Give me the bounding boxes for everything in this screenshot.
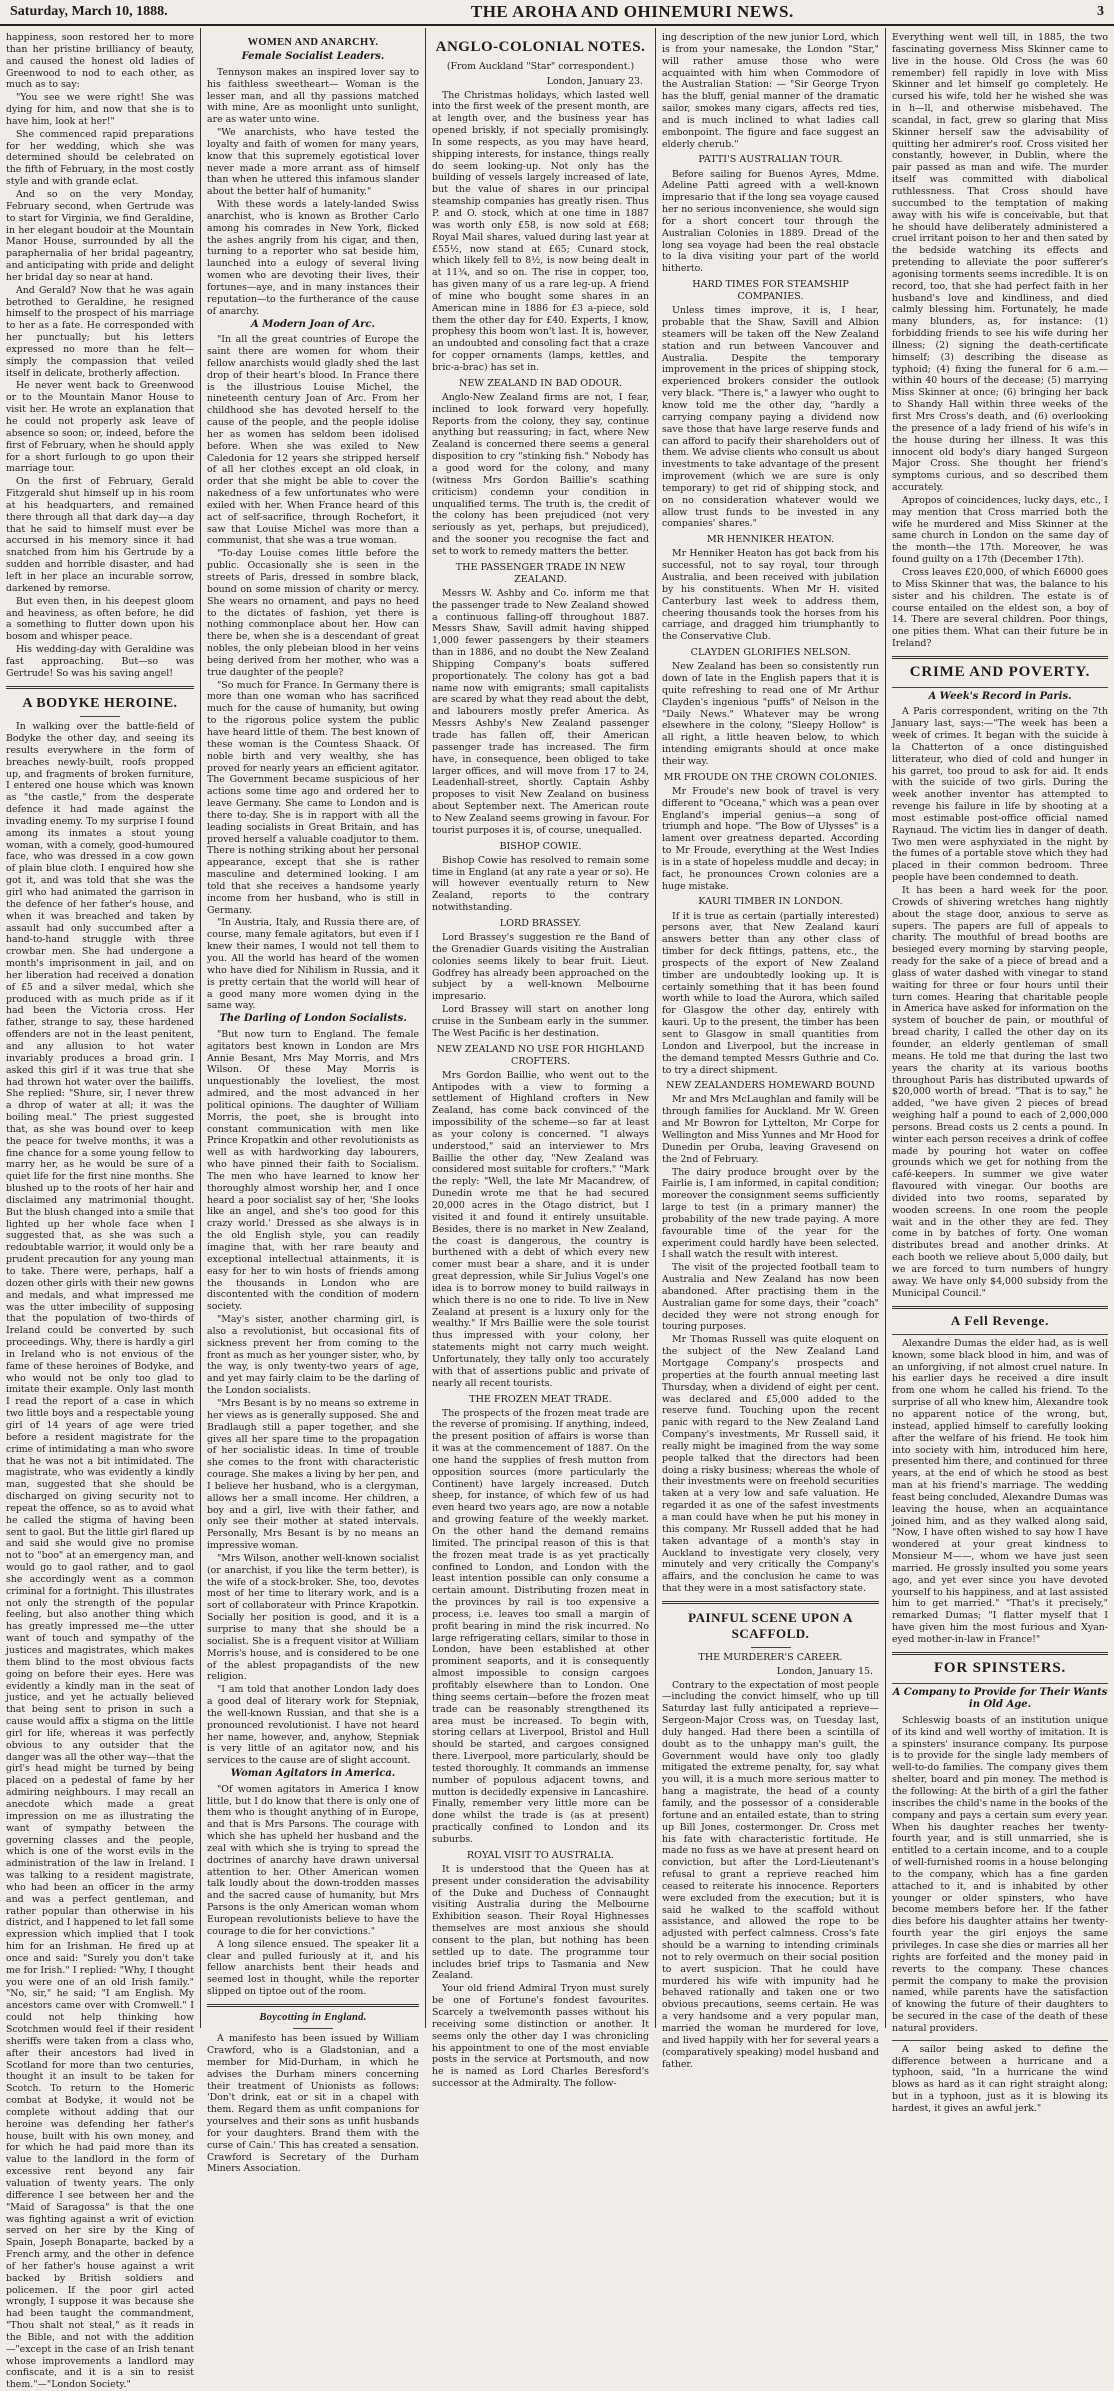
article-paragraph: Alexandre Dumas the elder had, as is well known, some black blood in him, and was of an unforgiving, if not almost cruel nature. In his earlier days he received a dire insult from one whom he called his friend. To the surprise of all who knew him, Alexandre took no apparent notice of the wrong, but, instead, applied himself to carefully looking after the welfare of his friend. He took him into society with him, introduced him here, presented him there, and continued for three years, at the end of which he stood as best man at his friend's marriage. The wedding feast being concluded, Alexandre Dumas was leaving the house, when an acquaintance joined him, and as they walked along said, "Now, I have often wished to say how I have wondered at your great kindness to Monsieur M——, whom we have just seen married. He grossly insulted you some years ago, and yet ever since you have devoted yourself to his happiness, and at last assisted him to get married." "That's it precisely," remarked Dumas; "I flatter myself that I have given him the most furious and Xyan-eyed mother-in-law in France!"	[892, 1337, 1108, 1646]
article-paragraph: With these words a lately-landed Swiss anarchist, who is known as Brother Carlo among his comrades in New York, flicked the ashes angrily from his cigar, and then, turning to a reporter who sat beside him, launched into a eulogy of several living women who are devoting their lives, their fortunes—aye, and in many instances their reputation—to the furtherance of the cause of anarchy.	[207, 199, 419, 317]
article-paragraph: Mrs Gordon Baillie, who went out to the Antipodes with a view to forming a settlement of Highland crofters in New Zealand, has come back convinced of the impossibility of the scheme—so far at least as your colony is concerned. "I always understood," said an interviewer to Mrs Baillie the other day, "New Zealand was considered most suitable for crofters." "Mark the reply: "Well, the late Mr Macandrew, of Dunedin wrote me that he had secured 20,000 acres in the Otago district, but I visited it and found it entirely unsuitable. Besides, there is no market in New Zealand, the coast is dangerous, the country is burthened with a debt of which every new comer must bear a share, and it is under great depression, while Sir Julius Vogel's one idea is to borrow money to build railways in which there is no one to ride. To live in New Zealand at present is a luxury only for the wealthy." If Mrs Baillie were the sole tourist thus impressed with your colony, her statements might not carry much weight. Unfortunately, they tally only too accurately with that of assertions public and private of nearly all recent tourists.	[432, 1069, 649, 1389]
article-title-bodyke: A BODYKE HEROINE.	[22, 695, 178, 711]
story-paragraph: But even then, in his deepest gloom and heaviness, as often before, he did a something to flutter down upon his bosom and whisper peace.	[6, 595, 194, 643]
section-heading: NEW ZEALAND NO USE FOR HIGHLAND CROFTERS.	[436, 1043, 645, 1067]
article-source: (From Auckland "Star" correspondent.)	[446, 60, 635, 72]
story-paragraph: She commenced rapid preparations for her wedding, which she was determined should be celebrated on the fifth of February, in the most costly style and with grande eclat.	[6, 128, 194, 188]
article-paragraph: Apropos of coincidences, lucky days, etc., I may mention that Cross married both the wife he murdered and Miss Skinner at the same church in London on the same day of the month—the 17th. Moreover, he was found guilty on a 17th (December 17th).	[892, 494, 1108, 566]
article-paragraph: ing description of the new junior Lord, which is from your namesake, the London "Star," will rather amuse those who were acquainted with him when Commodore of the Australian Station: — "Sir George Tryon has the bluff, genial manner of the dramatic sailor, smokes many cigars, affects red ties, and is much inclined to what ladies call embonpoint. The figure and face suggest an elderly cherub."	[662, 32, 879, 150]
section-divider	[6, 686, 194, 689]
story-paragraph: He never went back to Greenwood or to the Mountain Manor House to visit her. He wrote an explanation that he could not properly ask leave of absence so soon; or, indeed, before the first of February, when he should apply for a short furlough to go upon their marriage tour.	[6, 380, 194, 475]
column-3	[425, 28, 655, 2090]
section-heading: THE PASSENGER TRADE IN NEW ZEALAND.	[455, 561, 626, 585]
section-divider	[892, 1306, 1108, 1309]
article-title-scaffold: PAINFUL SCENE UPON A SCAFFOLD.	[688, 1609, 853, 1642]
section-heading: NEW ZEALANDERS HOMEWARD BOUND	[666, 1080, 875, 1092]
column-2	[200, 28, 425, 2175]
title-rule	[892, 1334, 1108, 1335]
newspaper-title: THE AROHA AND OHINEMURI NEWS.	[470, 2, 794, 21]
article-quote: Tennyson makes an inspired lover say to his faithless sweetheart— Woman is the lesser man, and all thy passions matched with mine, Are as moonlight unto sunlight, are as water unto wine.	[207, 66, 419, 126]
article-subtitle: THE MURDERER'S CAREER.	[698, 1651, 843, 1663]
article-paragraph: "To-day Louise comes little before the public. Occasionally she is seen in the streets of Paris, dressed in sombre black, bound on some mission of charity or mercy. She wears no ornament, and pays no heed to the dictates of fashion, yet there is nothing commonplace about her. How can there be, when she is a descendant of great nobles, the only plebeian blood in her veins being derived from her mother, who was a true daughter of the people?	[207, 548, 419, 678]
article-paragraph: "I am told that another London lady does a good deal of literary work for Stepniak, the well-known Russian, and that she is a pronounced revolutionist. I have not heard her name, however, and, anyhow, Stepniak is very little of an agitator now, and his services to the cause are of slight account.	[207, 1684, 419, 1767]
story-paragraph: On the first of February, Gerald Fitzgerald shut himself up in his room at his headquarters, and remained there through all that dark day—a day that he said to himself must ever be accursed in his memory since it had snatched from him his Gertrude by a sudden and horrible disaster, and had left in her place an incurable sorrow, darkened by remorse.	[6, 476, 194, 594]
title-rule	[80, 716, 120, 717]
section-heading: THE FROZEN MEAT TRADE.	[469, 1393, 612, 1405]
article-paragraph: A long silence ensued. The speaker lit a clear and pulled furiously at it, and his fellow anarchists bent their heads and seemed lost in thought, while the reporter slipped on tiptoe out of the room.	[207, 1938, 419, 1998]
story-paragraph: happiness, soon restored her to more than her pristine brilliancy of beauty, and caused the honest old ladies of Greenwood to nod to each other, as much as to say:	[6, 32, 194, 91]
article-paragraph: Lord Brassey will start on another long cruise in the Sunbeam early in the summer. The West Pacific is her destination.	[432, 1004, 649, 1039]
section-heading: KAURI TIMBER IN LONDON.	[698, 896, 843, 908]
article-paragraph: It is understood that the Queen has at present under consideration the advisability of the Duke and Duchess of Connaught visiting Australia during the Melbourne Exhibition season. Their Royal Highnesses themselves are most anxious she should consent to the plan, but nothing has been settled up to date. The programme tour includes brief trips to Tasmania and New Zealand.	[432, 1863, 649, 1982]
article-paragraph: "Mrs Besant is by no means so extreme in her views as is generally supposed. She and Bradlaugh still a paper together, and she gives all her spare time to the propagation of her socialistic ideas. In time of trouble she comes to the front with characteristic courage. She makes a living by her pen, and I believe her husband, who is a clergyman, allows her a small income. Her children, a boy and a girl, live with their father, and only see their mother at stated intervals. Personally, Mrs Besant is by no means an impressive woman.	[207, 1397, 419, 1552]
article-paragraph: Before sailing for Buenos Ayres, Mdme. Adeline Patti agreed with a well-known impresario that if the long sea voyage caused her no serious inconvenience, she would sign for a short concert tour through the Australian Colonies in 1889. Dread of the long sea voyage had been the real obstacle to la diva visiting your part of the world hitherto.	[662, 168, 879, 275]
title-rule	[751, 1647, 791, 1648]
article-subtitle: A Week's Record in Paris.	[928, 690, 1072, 702]
article-paragraph: Mr and Mrs McLaughlan and family will be through families for Auckland. Mr W. Green and Mr Bowron for Lyttelton, Mr Corpe for Wellington and Miss Yunnes and Mr Hood for Dunedin per Oruba, leaving Gravesend on the 2nd of February.	[662, 1094, 879, 1165]
article-paragraph: The dairy produce brought over by the Fairlie is, I am informed, in capital condition; moreover the consignment seems sufficiently large to test (in a primary manner) the probability of the new trade paying. A more favourable time of the year for the experiment could hardly have been selected. I shall watch the result with interest.	[662, 1166, 879, 1261]
section-heading: LORD BRASSEY.	[499, 917, 582, 929]
subheading: Woman Agitators in America.	[230, 1768, 396, 1780]
article-paragraph: If it is true as certain (partially interested) persons aver, that New Zealand kauri answers better than any other class of timber for deck fittings, pattens, etc., the prospects of the export of New Zealand timber are undoubtedly looking up. It is certainly something that it has been found worth while to load the Aurora, which sailed for Glasgow the other day, entirely with kauri. Up to the present, the timber has been sent to Glasgow in small quantities from London and Liverpool, but the increase in the demand tempted Messrs Guthrie and Co. to try a direct shipment.	[662, 910, 879, 1076]
article-paragraph: A manifesto has been issued by William Crawford, who is a Gladstonian, and a member for Mid-Durham, in which he advises the Durham miners concerning their treatment of Unionists as follows: 'Don't drink, eat or sit in a chapel with them. Regard them as unfit companions for yourselves and their sons as unfit husbands for your daughters. Brand them with the curse of Cain.' This has created a sensation. Crawford is Secretary of the Durham Miners Association.	[207, 2033, 419, 2175]
article-paragraph: Messrs W. Ashby and Co. inform me that the passenger trade to New Zealand showed a continuous falling-off throughout 1887. Messrs Shaw, Savill admit having shipped 1,000 fewer passengers by their steamers than in 1886, and no doubt the New Zealand Shipping Company's boats suffered proportionately. The colony has got a bad name now with emigrants; small capitalists are scared by what they read about the debt, and labourers mostly prefer America. As Messrs Ashby's New Zealand passenger trade has fallen off, their American passenger trade has increased. The firm have, in consequence, been obliged to take larger offices, and will move from 17 to 24, Leadenhall-street, shortly. Captain Ashby proposes to visit New Zealand on business about September next. The American route to New Zealand seems growing in favour. For tourist purposes it is, of course, unequalled.	[432, 587, 649, 836]
article-paragraph: "In all the great countries of Europe the saint there are women for whom their fellow anarchists would gladly shed the last drop of their heart's blood. In France there is the illustrious Louise Michel, the nineteenth century Joan of Arc. From her childhood she has devoted herself to the cause of the people, and the people idolise her as women has seldom been idolised before. When she was exiled to New Caledonia for 12 years she stripped herself of all her clothes except an old cloak, in order that she might be able to cover the nakedness of a few unfortunates who were exiled with her. When France heard of this act of self-sacrifice, through Rochefort, it saw that Louise Michel was more than a communist, that she was a true woman.	[207, 334, 419, 547]
issue-date: Saturday, March 10, 1888.	[10, 4, 168, 19]
article-paragraph: "We anarchists, who have tested the loyalty and faith of women for many years, know that this supremely egotistical lover never made a more arrant ass of himself than when he uttered this infamous slander about the better half of humanity."	[207, 127, 419, 198]
article-title-women-anarchy: WOMEN AND ANARCHY.	[247, 37, 379, 48]
article-title-anglo-colonial: ANGLO-COLONIAL NOTES.	[435, 39, 646, 55]
article-paragraph: New Zealand has been so consistently run down of late in the English papers that it is quite refreshing to read one of Mr Arthur Clayden's ingenious "puffs" of Nelson in the "Daily News." Whatever may be wrong elsewhere in the colony, "Sleepy Hollow" is all right, a little heaven below, to which intending emigrants should at once make their way.	[662, 661, 879, 767]
article-subtitle: A Company to Provide for Their Wants in Old Age.	[892, 1686, 1108, 1711]
article-paragraph: Mr Thomas Russell was quite eloquent on the subject of the New Zealand Land Mortgage Company's prospects and properties at the fourth annual meeting last Thursday, when a dividend of eight per cent. was declared and £5,000 added to the reserve fund. Touching upon the recent panic with regard to the New Zealand Land Company's investments, Mr Russell said, it really might be imagined from the way some people talked that the directors had been doing a risky business; whereas the whole of their investments were on freehold securities taken at a very low and safe valuation. He regarded it as one of the safest investments a man could have when he put his money in this company. Mr Russell added that he had taken advantage of a month's stay in Auckland to investigate very closely, very minutely and very critically the Company's affairs, and the conclusion he came to was that they were in a most satisfactory state.	[662, 1334, 879, 1595]
article-paragraph: "Mrs Wilson, another well-known socialist (or anarchist, if you like the term better), is the wife of a stock-broker. She, too, devotes most of her time to literary work, and is a sort of collaborateur with Prince Krapotkin. Socially her position is good, and it is a surprise to many that she should be a socialist. She is a frequent visitor at William Morris's house, and is considered to be one of the ablest propagandists of the new religion.	[207, 1552, 419, 1683]
section-divider	[892, 656, 1108, 659]
article-paragraph: Mr Henniker Heaton has got back from his successful, not to say royal, tour through Australia, and been received with jubilation by his constituents. When Mr H. visited Canterbury last week to address them, cheering thousands took the horses from his carriage, and dragged him triumphantly to the Conservative Club.	[662, 548, 879, 643]
title-rule	[892, 687, 1108, 688]
section-heading: MR FROUDE ON THE CROWN COLONIES.	[663, 771, 878, 783]
article-paragraph: Mr Froude's new book of travel is very different to "Oceana," which was a pean over England's imperial genius—a song of triumph and hope. "The Bow of Ulysses" is a lament over greatness departed. According to Mr Froude, everything at the West Indies is in a state of hopeless muddle and decay; in fact, he pronounces Crown colonies are a huge mistake.	[662, 785, 879, 892]
section-divider	[892, 2040, 1108, 2041]
article-paragraph: "May's sister, another charming girl, is also a revolutionist, but occasional fits of sickness prevent her from coming to the front as much as her younger sister, who, by the way, is only twenty-two years of age, and yet may fairly claim to be the darling of the London socialists.	[207, 1314, 419, 1397]
story-paragraph: And Gerald? Now that he was again betrothed to Geraldine, he resigned himself to the prospect of his marriage to her as a fate. He corresponded with her punctually; but his letters expressed no more than he felt—simply the compassion that veiled itself in delicate, brotherly affection.	[6, 284, 194, 379]
section-heading: HARD TIMES FOR STEAMSHIP COMPANIES.	[692, 279, 849, 303]
section-heading: CLAYDEN GLORIFIES NELSON.	[690, 647, 851, 659]
section-heading: ROYAL VISIT TO AUSTRALIA.	[466, 1849, 615, 1861]
title-rule	[293, 2028, 333, 2029]
page-number: 3	[1097, 4, 1104, 19]
column-1	[0, 28, 200, 2391]
section-divider	[207, 2004, 419, 2007]
article-paragraph: "In Austria, Italy, and Russia there are, of course, many female agitators, but even if I knew their names, I would not tell them to you. All the world has heard of the women who have died for Nihilism in Russia, and it is pretty certain that the world will hear of a good many more women dying in the same way.	[207, 917, 419, 1012]
article-paragraph: A Paris correspondent, writing on the 7th January last, says:—"The week has been a week of crimes. It began with the suicide à la Chatterton of a once distinguished litterateur, who died of cold and hunger in his garret, too proud to ask for aid. It ends with the suicide of two girls. During the week another inventor has attempted to revenge his failure in life by shooting at a most estimable post-office official named Raynaud. The victim lies in danger of death. Two men were asphyxiated in the night by the fumes of a portable stove which they had placed in their common bedroom. Three people have been condemned to death.	[892, 706, 1108, 884]
article-title-crime-poverty: CRIME AND POVERTY.	[909, 663, 1091, 680]
section-divider	[662, 1601, 879, 1604]
section-heading: PATTI'S AUSTRALIAN TOUR.	[698, 154, 843, 166]
article-title-boycotting: Boycotting in England.	[259, 2011, 367, 2023]
article-paragraph: Anglo-New Zealand firms are not, I fear, inclined to look forward very hopefully. Reports from the colony, they say, continue anything but reassuring; in fact, where New Zealand is concerned there seems a general disposition to cry "stinking fish." Nobody has a good word for the colony, and many (witness Mrs Gordon Baillie's scathing criticism) condemn your condition in unqualified terms. The truth is, the credit of the colony has been prejudiced (not very seriously as yet, perhaps, but prejudiced), and the sooner you recognise the fact and set to work to remedy matters the better.	[432, 391, 649, 557]
article-paragraph: Unless times improve, it is, I hear, probable that the Shaw, Savill and Albion steamers will be taken off the New Zealand station and run between Vancouver and Australia. Despite the temporary improvement in the prices of shipping stock, experienced brokers consider the outlook very black. "There is," a lawyer who ought to know told me the other day, "hardly a carrying company paying a dividend now save those that have large reserve funds and can afford to pacify their shareholders out of them. We advise clients who consult us about investments to take advantage of the present improvement (which we are sure is only temporary) to get rid of shipping stock, and on no consideration whatever would we allow trust funds to be invested in any companies' shares."	[662, 305, 879, 530]
column-4	[655, 28, 885, 2070]
article-paragraph: Lord Brassey's suggestion re the Band of the Grenadier Guards visiting the Australian colonies seems likely to bear fruit. Lieut. Godfrey has already been approached on the subject by a well-known Melbourne impresario.	[432, 931, 649, 1003]
dateline: London, January 23.	[546, 75, 643, 87]
section-heading: MR HENNIKER HEATON.	[706, 534, 835, 546]
article-paragraph: "But now turn to England. The female agitators best known in London are Mrs Annie Besant, Mrs May Morris, and Mrs Wilson. Of these May Morris is unquestionably the loveliest, the most admired, and the most advanced in her political opinions. The daughter of William Morris, the poet, she is brought into constant communication with men like Prince Kropatkin and other revolutionists as well as with hardworking day labourers, who have pinned their faith to Socialism. The men who have learned to know her thoroughly almost worship her, and I once heard a poor socialist say of her, 'She looks like an angel, and she's too good for this crazy world.' Dressed as she always is in the old English style, you can readily imagine that, with her rare beauty and exceptional intellectual attainments, it is easy for her to win hosts of friends among the thousands in London who are discontented with the condition of modern society.	[207, 1028, 419, 1313]
story-paragraph: And so on the very Monday, February second, when Gertrude was to start for Virginia, we find Geraldine, in her elegant boudoir at the Mountain Manor House, surrounded by all the paraphernalia of her bridal pageantry, and anticipating with pride and delight her bridal day so near at hand.	[6, 188, 194, 283]
article-paragraph: It has been a hard week for the poor. Crowds of shivering wretches hang nightly about the stage door, anxious to serve as supers. The papers are full of appeals to charity. The mouthful of bread booths are besieged every morning by starving people, ready for the sake of a piece of bread and a glass of water dashed with vinegar to stand waiting for three or four hours until their turn comes. Hearing that charitable people in America have asked for information on the system of boucher de pain, or mouthful of bread charity, I called the other day on its founder, an elderly gentleman of small means. He told me that during the last two years the charity at its various booths throughout Paris has distributed upwards of $20,000 worth of bread. "That is to say," he added, "we have given 2 pieces of bread weighing half a pound to each of 2,000,000 persons. Bread costs us 2 cents a pound. In winter each person receives a drink of coffee made by pouring hot water on coffee grounds which we get for nothing from the café-keepers. In summer we give water flavoured with vinegar. Our booths are divided into two rooms, separated by wooden screens. In one room the people wait and in the other they are fed. They come in by batches of forty. One woman distributes bread and another drinks. At each booth we relieve about 5,000 daily, but we are forced to turn numbers of hungry away. We have only $4,000 subsidy from the Municipal Council."	[892, 885, 1108, 1299]
article-paragraph: Bishop Cowie has resolved to remain some time in England (at any rate a year or so). He will however eventually return to New Zealand, reports to the contrary notwithstanding.	[432, 854, 649, 914]
article-paragraph: Everything went well till, in 1885, the two fascinating governess Miss Skinner came to live in the house. Old Cross (he was 60 remember) fell rapidly in love with Miss Skinner and let himself go completely. He cursed his wife, told her he wished she was in h—ll, and otherwise misbehaved. The scandal, in fact, grew so glaring that Miss Skinner herself saw the advisability of quitting her admirer's roof. Cross visited her constantly, however, in Dublin, where the pair passed as man and wife. The murder itself was committed with diabolical ruthlessness. That Cross should have succumbed to the temptation of making away with his wife is conceivable, but that he should have deliberately administered a cruel irritant poison to her and then sated by the bedside watching its effects and pretending to alleviate the poor sufferer's agonising torments seems incredible. It is on record, too, that she had perfect faith in her husband's love and kindliness, and died calmly blessing him. Fortunately, he made many blunders, as, for instance: (1) forbidding friends to see his wife during her illness; (2) signing the death-certificate himself; (3) describing the disease as typhoid; (4) fixing the funeral for 6 a.m.—within 40 hours of the decease; (5) marrying Miss Skinner at once; (6) bringing her back to Shandy Hall within three weeks of the first Mrs Cross's death, and (6) overlooking the presence of a lady friend of his wife's in the house during her illness. It was this innocent old body's diary hanged Surgeon Major Cross. She thought her friend's symptoms curious, and so described them accurately.	[892, 32, 1108, 494]
article-paragraph: Cross leaves £20,000, of which £6000 goes to Miss Skinner that was, the balance to his sister and his children. The estate is of course entailed on the eldest son, a boy of 14. There are several children. Poor things, one pities them. What can their future be in Ireland?	[892, 566, 1108, 650]
section-heading: NEW ZEALAND IN BAD ODOUR.	[458, 377, 623, 389]
article-paragraph: The prospects of the frozen meat trade are the reverse of promising. If anything, indeed, the present position of affairs is worse than it was at the commencement of 1887. On the one hand the supplies of fresh mutton from opposition sources (more particularly the Continent) have largely increased. Dutch sheep, for instance, of which few of us had even heard two years ago, are now a notable and growing feature of the weekly market. On the other hand the demand remains limited. The principal reason of this is that the frozen meat trade is as yet practically confined to London, and London with the least intention possible can only consume a certain amount. Distributing frozen meat in the provinces by rail is too expensive a process, i.e. leaves too small a margin of profit bearing in mind the risk incurred. No large refrigerating cellars, similar to those in London, have been established at other prominent seaports, and it is consequently almost impossible to consign cargoes profitably elsewhere than to London. One thing seems certain—before the frozen meat trade can be reasonably strengthened its area must be increased. To begin with, storing cellars at Liverpool, Bristol and Hull should be started, and cargoes consigned there. Liverpool, more particularly, should be tested thoroughly. It commands an immense number of populous adjacent towns, and mutton is decidedly expensive in Lancashire. Finally, remember very little more can be done whilst the trade is (as at present) practically confined to London and its suburbs.	[432, 1407, 649, 1845]
article-paragraph: A sailor being asked to define the difference between a hurricane and a typhoon, said, "In a hurricane the wind blows as hard as it can right straight along; but in a typhoon, just as it is blowing its hardest, it gives an awful jerk."	[892, 2043, 1108, 2114]
article-title-fell-revenge: A Fell Revenge.	[950, 1312, 1050, 1328]
subheading: The Darling of London Socialists.	[219, 1013, 407, 1025]
article-paragraph: Contrary to the expectation of most people—including the convict himself, who up till Saturday last fully anticipated a reprieve—Sergeon-Major Cross was, on Tuesday last, duly hanged. Had there been a scintilla of doubt as to the unhappy man's guilt, the Government would have only too gladly mitigated the extreme penalty, for, say what you will, it is a much more serious matter to hang a magistrate, the head of a county family, and the possessor of a considerable fortune and an entailed estate, than to string up Bill Jones, costermonger. Dr. Cross met his fate with characteristic fortitude. He made no fuss as we have at present heard on conviction, but after the Lord-Lieutenant's refusal to grant a reprieve reached him ceased to reiterate his innocence. Reporters were excluded from the execution; but it is said he walked to the scaffold without assistance, and allowed the rope to be adjusted with perfect calmness. Cross's fate should be a warning to intending criminals not to rely overmuch on their social position to avert suspicion. That he could have murdered his wife with impunity had he behaved rationally and taken one or two obvious precautions, seems certain. He was a very handsome and a very popular man, married the woman he murdered for love, and lived happily with her for several years a (comparatively speaking) model husband and father.	[662, 1679, 879, 2070]
story-paragraph: His wedding-day with Geraldine was fast approaching. But—so was Gertrude! So was his saving angel!	[6, 644, 194, 679]
section-divider	[892, 1652, 1108, 1655]
story-paragraph: "You see we were right! She was dying for him, and now that she is to have him, look at her!"	[6, 92, 194, 127]
article-paragraph: Schleswig boasts of an institution unique of its kind and well worthy of imitation. It is a spinsters' insurance company. Its purpose is to provide for the single lady members of well-to-do families. The company gives them shelter, board and pin money. The method is the following: At the birth of a girl the father inscribes the child's name in the books of the company and pays a certain sum every year. When his daughter reaches her twenty-fourth year, and is still unmarried, she is entitled to a certain income, and to a couple of well-furnished rooms in a house belonging to the company, which has a fine garden attached to it, and is inhabited by other younger or older spinsters, who have become members before her. If the father dies before his daughter attains her twenty-fourth year the girl enjoys the same privileges. In case she dies or marries all her rights are forfeited and the money paid in reverts to the company. These chances permit the company to make the provision named, while parents have the satisfaction of knowing the future of their daughters to be secured in the case of the death of these natural providers.	[892, 1714, 1108, 2034]
article-paragraph: Your old friend Admiral Tryon must surely be one of Fortune's fondest favourites. Scarcely a twelvemonth passes without his receiving some distinction or another. It seems only the other day I was chronicling his appointment to one of the most enviable posts in the service at Portsmouth, and now he is named as Lord Charles Beresford's successor at the Admiralty. The follow-	[432, 1983, 649, 2090]
column-5	[885, 28, 1114, 2114]
article-body: In walking over the battle-field of Bodyke the other day, and seeing its results everywhere in the form of breaches newly-built, roofs propped up, and fragments of broken furniture, I entered one house which was known as "the castle," from the desperate defence it had made against the invading enemy. To my surprise I found among its inmates a stout young woman, with a comely, good-humoured face, who was dressed in a cow gown of plain blue cloth. I enquired how she got it, and was told that she was the girl who had animated the garrison in the defence of her father's house, and when it was breached and taken by assault had only succumbed after a hand-to-hand struggle with three crowbar men. She had undergone a month's imprisonment in jail, and on her liberation had received a donation of £5 and a silver medal, which she produced with as much pride as if it had been the Victoria cross. Her father, strange to say, these hardened offenders are not in the least penitent, and any allusion to hot water invariably produces a broad grin. I asked this girl if it was true that she had thrown hot water over the bailiffs. She replied: "Shure, sir, I never threw a dhrop of water at all; it was the boiling meal." The priest suggested that, as she was bound over to keep the peace for twelve months, it was a fine chance for a some young fellow to marry her, as he would be sure of a quiet life for the first nine months. She blushed up to the roots of her hair and disclaimed any matrimonial thought. But the blush changed into a smile that lighted up her whole face when I suggested that, as she was such a redoubtable warrior, it would only be a prudent precaution for any young man to take. There were, perhaps, half a dozen other girls with their new gowns and medals, and what impressed me was the utter imbecility of supposing that the population of two-thirds of Ireland could be converted by such proceedings. Why, there is hardly a girl in Ireland who is not envious of the fame of these heroines of Bodyke, and who would not be only too glad to imitate their example. Only last month I read the report of a case in which two little boys and a respectable young girl of 14 years of age were tried before a resident magistrate for the crime of intimidating a man who swore that he was not a bit intimidated. The magistrate, who was evidently a kindly man, suggested that she should be discharged on giving security not to repeat the offence, so as to avoid what he called the stigma of having been sent to gaol. But the little girl flared up and said she would give no promise not to "boo" at an emergency man, and would go to gaol rather, and to gaol she accordingly went as a common criminal for a fortnight. This illustrates not only the strength of the popular feeling, but also another thing which has greatly impressed me—the utter want of touch and sympathy of the justices and magistrates, which makes them blind to the most obvious facts going on before their eyes. Here was evidently a kindly man in the seat of justice, and yet he actually believed that being sent to prison in such a cause would affix a stigma on the little girl for life, whereas it was perfectly obvious to any outsider that the danger was all the other way—that the girl's head might be turned by being placed on a pedestal of fame by her admiring neighbours. I may recall an anecdote which made a great impression on me as illustrating the want of sympathy between the governing classes and the people, which is one of the worst evils in the administration of the law in Ireland. I was talking to a resident magistrate, who had been an officer in the army and was a perfect gentleman, and rather popular than otherwise in his district, and I happened to let fall some expression which implied that I took him for an Irishman. He fired up at once and said: "Surely you don't take me for Irish." I replied: "Why, I thought you were one of an old Irish family." "No, sir," he said; "I am English. My ancestors came over with Cromwell." I could not help thinking how Scotchmen would feel if their resident sheriffs were taken from a class who, after their ancestors had lived in Scotland for more than two centuries, thought it an insult to be taken for Scotch. To return to the Homeric combat at Bodyke, it would not be complete without adding that our heroine was defending her father's house, built with his own money, and for which he had paid more than its value to the landlord in the form of excessive rent beyond any fair valuation of twenty years. The only difference I see between her and the "Maid of Saragossa" is that the one was fighting against a writ of eviction served on her sire by the King of Spain, Joseph Bonaparte, backed by a French army, and the other in defence of her father's house against a writ backed by British soldiers and policemen. If the poor girl acted wrongly, I suppose it was because she had been taught the commandment, "Thou shalt not steal," as it reads in the Bible, and not with the addition—"except in the case of an Irish tenant whose improvements a landlord may confiscate, and it is a sin to resist them."—"London Society."	[6, 721, 194, 2391]
section-heading: BISHOP COWIE.	[499, 840, 582, 852]
title-rule	[892, 1683, 1108, 1684]
article-title-spinsters: FOR SPINSTERS.	[933, 1659, 1067, 1676]
article-paragraph: The Christmas holidays, which lasted well into the first week of the present month, are at length over, and the business year has opened briskly, if not specially promisingly. In some respects, as you may have heard, shipping interests, for instance, things really do seem looking-up. Not only has the building of vessels largely increased of late, but the value of shares in our principal steamship companies has greatly risen. Thus P. and O. stock, which at one time in 1887 was worth only £58, is now sold at £68; Royal Mail shares, valued during last year at £55½, now stand at £65; Cunard stock, which likely fell to 8½, is now being dealt in at 11¾, and so on. The rise in copper, too, has given many of us a rare leg-up. A friend of mine who bought some shares in an American mine in 1886 for £3 a-piece, sold them the other day for £40. Experts, I know, prophesy this boom won't last. It is, however, an undoubted and consoling fact that a craze for copper ornaments (lamps, kettles, and bric-a-brac) has set in.	[432, 89, 649, 373]
article-paragraph: The visit of the projected football team to Australia and New Zealand has now been abandoned. After practising them in the Australian game for some days, their "coach" decided they were not strong enough for touring purposes.	[662, 1262, 879, 1333]
masthead	[0, 0, 1114, 26]
subheading: A Modern Joan of Arc.	[250, 318, 376, 330]
article-paragraph: "Of women agitators in America I know little, but I do know that there is only one of them who is thought anything of in Europe, and that is Mrs Parsons. The courage with which she has upheld her husband and the zeal with which she is trying to spread the doctrines of anarchy have drawn universal attention to her. Other American women talk loudly about the down-trodden masses and the sacred cause of humanity, but Mrs Parsons is the only American woman whom European revolutionists believe to have the courage to die for her convictions."	[207, 1783, 419, 1937]
dateline: London, January 15.	[776, 1665, 873, 1677]
article-subtitle: Female Socialist Leaders.	[241, 51, 385, 63]
article-paragraph: "So much for France. In Germany there is more than one woman who has sacrificed much for the cause of humanity, but owing to the rigorous police system the public have heard little of them. The best known of these woman is the Countess Shaack. Of noble birth and very wealthy, she has proved for nearly years an efficient agitator. The Government became suspicious of her actions some time ago and ordered her to leave Germany. She came to London and is there to-day. She is in rapport with all the leading socialists in Great Britain, and has proved herself a valuable coadjutor to them. There is nothing striking about her personal appearance, except that she is rather masculine and determined looking. I am told that she receives a handsome yearly income from her husband, who is still in Germany.	[207, 679, 419, 916]
